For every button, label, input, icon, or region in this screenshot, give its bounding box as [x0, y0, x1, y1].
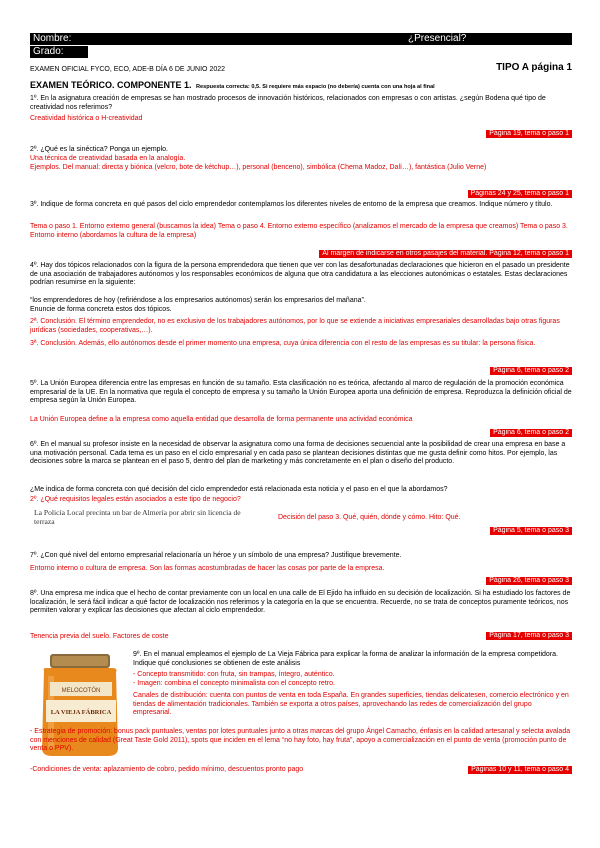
answer-4b: 3ª. Conclusión. Además, ello autónomos desde el primer momento una empresa, cuya única diferencia con el resto de las empresas es su titular: la persona física. — [30, 340, 536, 347]
question-2: 2º. ¿Qué es la sinéctica? Ponga un ejemplo. — [30, 146, 168, 153]
component-note: Respuesta correcta: 0,5. Si requiere más espacio (no debería) cuenta con una hoja al final — [195, 84, 435, 90]
grado-label: Grado: — [33, 46, 64, 57]
question-6: 6º. En el manual su profesor insiste en la necesidad de observar la asignatura como una forma de decisiones secuencial ante la posibilidad de crear una empresa en base a una motivación personal. Cada tema es un paso en el ciclo empresarial y en cada paso se plantean decisiones distintas que me gusta definir como hitos. Por ejemplo, las decisiones sobre la marca se plantean en el paso 5, dentro del plan de marketing y más concretamente en el plan o diseño del producto. — [30, 441, 566, 466]
answer-5: La Unión Europea define a la empresa como aquella entidad que desarrolla de forma permanente una actividad económica — [30, 416, 413, 423]
question-1: 1º. En la asignatura creación de empresas se han mostrado procesos de innovación históricos, relacionados con empresas o con artistas. ¿según Bodena qué tipo de creatividad nos referimos? — [30, 95, 546, 111]
page-tag-2: Páginas 24 y 25, tema o paso 1 — [468, 190, 572, 198]
question-4-instruction: Enuncie de forma concreta estos dos tópicos. — [30, 306, 172, 313]
news-headline: La Policía Local precinta un bar de Almería por abrir sin licencia de terraza — [34, 508, 241, 526]
grado-bar — [30, 46, 88, 58]
question-5: 5º. La Unión Europea diferencia entre las empresas en función de su tamaño. Esta clasificación no es teórica, afectando al marco de regulación de la promoción económica empresarial de la UE. En la normativa que regula el concepto de empresa y su tamaño la Unión Europea aporta una definición de empresa. Reproduzca la definición oficial de empresa según la Unión Europea. — [30, 380, 572, 405]
name-bar — [30, 33, 572, 45]
question-4-quote: “los emprendedores de hoy (refiriéndose a los empresarios autónomos) serán los empresarios del mañana”. — [30, 297, 366, 304]
q9-canales: Canales de distribución: cuenta con puntos de venta en toda España. En grandes superficies, tiendas delicatesen, comercio electrónico y en tiendas de alimentación tradicionales. También se exporta a otros países, aprovechando las redes de comercialización del grupo empresarial. — [133, 692, 569, 717]
answer-4a: 2ª. Conclusión. El término emprendedor, no es exclusivo de los trabajadores autónomos, por lo que se extiende a iniciativas empresariales desarrolladas bajo otras figuras jurídicas (sociedades, cooperativas,…). — [30, 318, 560, 334]
page-tag-8: Página 17, tema o paso 3 — [486, 632, 572, 640]
question-3: 3º. Indique de forma concreta en qué pasos del ciclo emprendedor contemplamos los diferentes niveles de entorno de la empresa que creamos. Indique número y título. — [30, 201, 553, 208]
page-tag-9: Páginas 10 y 11, tema o paso 4 — [468, 766, 572, 774]
jar-label-top: MELOCOTÓN — [61, 688, 101, 694]
nombre-label: Nombre: — [33, 33, 72, 44]
answer-8: Tenencia previa del suelo. Factores de coste — [30, 633, 169, 640]
page-tag-5: Página 6, tema o paso 2 — [490, 429, 572, 437]
answer-1: Creatividad histórica o H-creatividad — [30, 115, 143, 122]
answer-2a: Una técnica de creatividad basada en la analogía. — [30, 155, 186, 162]
question-8: 8º. Una empresa me indica que el hecho de contar previamente con un local en una calle de El Ejido ha influido en su decisión de localización. Si ha estudiado los factores de localización, le será fácil indicar a qué factor de localización nos referimos y la categoría en la que se encuentra. Recuerde, no se trata de conceptos puramente teóricos, nos permiten valorar y explicar las decisiones que afectan al ciclo emprendedor. — [30, 590, 571, 615]
page-tag-4: Página 6, tema o paso 2 — [490, 367, 572, 375]
page-tag-6: Página 5, tema o paso 3 — [490, 527, 572, 535]
presencial-label: ¿Presencial? — [408, 33, 467, 44]
answer-6: Decisión del paso 3. Qué, quién, dónde y cómo. Hito: Qué. — [278, 514, 461, 521]
answer-3: Tema o paso 1. Entorno externo general (buscamos la idea) Tema o paso 4. Entorno externo específico (analizamos el mercado de la empresa que creamos) Tema o paso 3. Entorno interno (abordamos la cultura de la empresa) — [30, 223, 568, 239]
tipo-label: TIPO A página 1 — [496, 62, 572, 73]
page-tag-3: Al margen de indicarse en otros pasajes del material. Página 12, tema o paso 1 — [319, 250, 572, 258]
answer-7: Entorno interno o cultura de empresa. Son las formas acostumbradas de hacer las cosas por parte de la empresa. — [30, 565, 385, 572]
q9-bullet-concept: - Concepto transmitido: con fruta, sin trampas, íntegro, auténtico. — [133, 671, 335, 678]
q9-condiciones: -Condiciones de venta: aplazamiento de cobro, pedido mínimo, descuentos pronto pago — [30, 766, 304, 773]
exam-line: EXAMEN OFICIAL FYCO, ECO, ADE-B DÍA 6 DE JUNIO 2022 — [30, 66, 226, 73]
component-title: EXAMEN TEÓRICO. COMPONENTE 1. — [30, 80, 192, 90]
jar-label-brand: LA VIEJA FÁBRICA — [50, 709, 112, 716]
question-6-ask2: 2º. ¿Qué requisitos legales están asociados a este tipo de negocio? — [30, 496, 241, 503]
q9-estrategia: - Estrategia de promoción: bonus pack puntuales, ventas por lotes puntuales junto a otras marcas del grupo Ángel Camacho, énfasis en la calidad artesanal y selecta avalada con menciones de calidad (Great Taste Gold 2011), spots que inciden en el lema “no hay foto, hay fruta”, apoyo a comercialización en el punto de venta (promoción punto de venta o PPV). — [30, 728, 571, 753]
component-header — [30, 75, 575, 93]
q9-bullet-image: - Imagen: combina el concepto minimalista con el concepto retro. — [133, 680, 335, 687]
answer-2b: Ejemplos. Del manual: directa y biónica (velcro, bote de kétchup…), personal (benceno), simbólica (Chema Madoz, Dalí…), fantástica (Julio Verne) — [30, 164, 487, 171]
question-6-ask: ¿Me indica de forma concreta con qué decisión del ciclo emprendedor está relacionada esta noticia y el paso en el que la abordamos? — [30, 486, 448, 493]
page-tag-1: Página 19, tema o paso 1 — [486, 130, 572, 138]
question-7: 7º. ¿Con qué nivel del entorno empresarial relacionaría un héroe y un símbolo de una empresa? Justifique brevemente. — [30, 552, 402, 559]
question-9: 9º. En el manual empleamos el ejemplo de La Vieja Fábrica para explicar la forma de analizar la información de la empresa competidora. Indique qué conclusiones se obtienen de este análisis — [133, 651, 558, 667]
page-tag-7: Página 26, tema o paso 3 — [486, 577, 572, 585]
question-4: 4º. Hay dos tópicos relacionados con la figura de la persona emprendedora que tienen que ver con las desafortunadas declaraciones que hicieron en el pasado un presidente de una asociación de trabajadores autónomos y los responsables económicos de alguna que otra candidatura a las elecciones autonómicas o estatales. Estas declaraciones podrían resumirse en la siguiente: — [30, 262, 570, 287]
